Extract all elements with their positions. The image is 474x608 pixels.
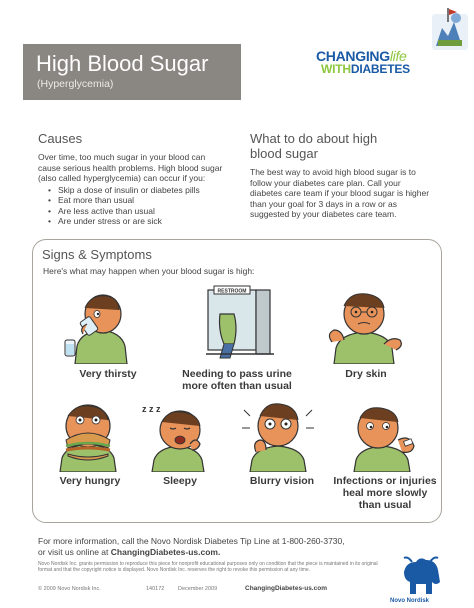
symptom-caption: Sleepy <box>163 475 197 487</box>
footer-info-line1: For more information, call the Novo Nordisk Diabetes Tip Line at 1-800-260-3730, <box>38 536 345 546</box>
symptom-caption: Blurry vision <box>249 475 315 487</box>
signs-intro: Here's what may happen when your blood sugar is high: <box>43 266 255 276</box>
copyright-text: © 2009 Novo Nordisk Inc. <box>38 586 101 592</box>
footer-info <box>38 536 345 558</box>
logo-text-with: WITH <box>321 62 351 76</box>
logo-text-changing: CHANGING <box>316 48 390 64</box>
symptom-caption-line: Infections or injuries <box>333 475 437 487</box>
footer-url[interactable]: ChangingDiabetes-us.com <box>245 585 327 592</box>
blurry-vision-illustration <box>236 396 322 472</box>
list-item: • Skip a dose of insulin or diabetes pills <box>43 185 200 195</box>
sleepy-person-illustration <box>138 400 218 472</box>
symptom-caption-line: heal more slowly <box>342 487 428 499</box>
footer-info-line2 <box>38 547 345 558</box>
symptom-caption <box>330 475 440 511</box>
what-to-do-heading-line2: blood sugar <box>250 146 318 161</box>
symptom-caption <box>178 368 296 392</box>
logo-text-life: life <box>389 48 407 64</box>
hungry-person-illustration <box>48 400 128 472</box>
thirsty-person-illustration <box>57 284 149 364</box>
changing-life-with-diabetes-logo <box>316 48 466 78</box>
what-to-do-heading-line1: What to do about high <box>250 131 378 146</box>
signs-heading: Signs & Symptoms <box>42 247 152 262</box>
symptom-caption: Very thirsty <box>79 368 137 380</box>
document-code: 140172 <box>146 586 165 592</box>
symptom-caption-line: more often than usual <box>182 380 292 392</box>
logo-text-diabetes: DIABETES <box>350 62 410 76</box>
list-item: • Are less active than usual <box>43 206 200 216</box>
restroom-sign-text: RESTROOM <box>217 288 247 295</box>
document-date: December 2009 <box>178 586 218 592</box>
what-to-do-text: The best way to avoid high blood sugar is to follow your diabetes care plan. Call your diabetes care team if your blood sugar is higher than your goal for 3 days in a row or as suggested by your diabetes care team. <box>250 167 430 220</box>
symptom-caption: Dry skin <box>345 368 387 380</box>
causes-heading: Causes <box>38 131 83 146</box>
novo-nordisk-wordmark: Novo Nordisk <box>390 598 430 604</box>
causes-intro: Over time, too much sugar in your blood can cause serious health problems. High blood sugar (also called hyperglycemia) can occur if you: <box>38 152 223 184</box>
world-flag-icon <box>430 6 470 52</box>
sleep-zzz-text: z z z <box>142 404 161 414</box>
what-to-do-heading <box>250 131 377 161</box>
page-subtitle: (Hyperglycemia) <box>37 78 114 90</box>
footer-website-link[interactable]: ChangingDiabetes-us.com. <box>110 546 221 557</box>
symptom-caption-line: than usual <box>358 499 412 511</box>
footer-info-prefix: or visit us online at <box>38 546 111 557</box>
injury-illustration <box>340 400 424 472</box>
novo-nordisk-bull-icon <box>396 552 446 604</box>
page-title: High Blood Sugar <box>36 51 209 76</box>
list-item: • Eat more than usual <box>43 195 200 205</box>
list-item: • Are under stress or are sick <box>43 216 200 226</box>
symptom-caption-line: Needing to pass urine <box>182 368 292 380</box>
symptom-caption: Very hungry <box>59 475 121 487</box>
causes-list <box>43 185 200 227</box>
dry-skin-illustration <box>318 284 414 364</box>
fine-print: Novo Nordisk Inc. grants permission to reproduce this piece for nonprofit educational purposes only on condition that the piece is maintained in its original format and that the copyright notice is displayed. Novo Nordisk Inc. reserves the right to revoke this permission at any time. <box>38 561 378 574</box>
restroom-illustration <box>190 284 282 364</box>
